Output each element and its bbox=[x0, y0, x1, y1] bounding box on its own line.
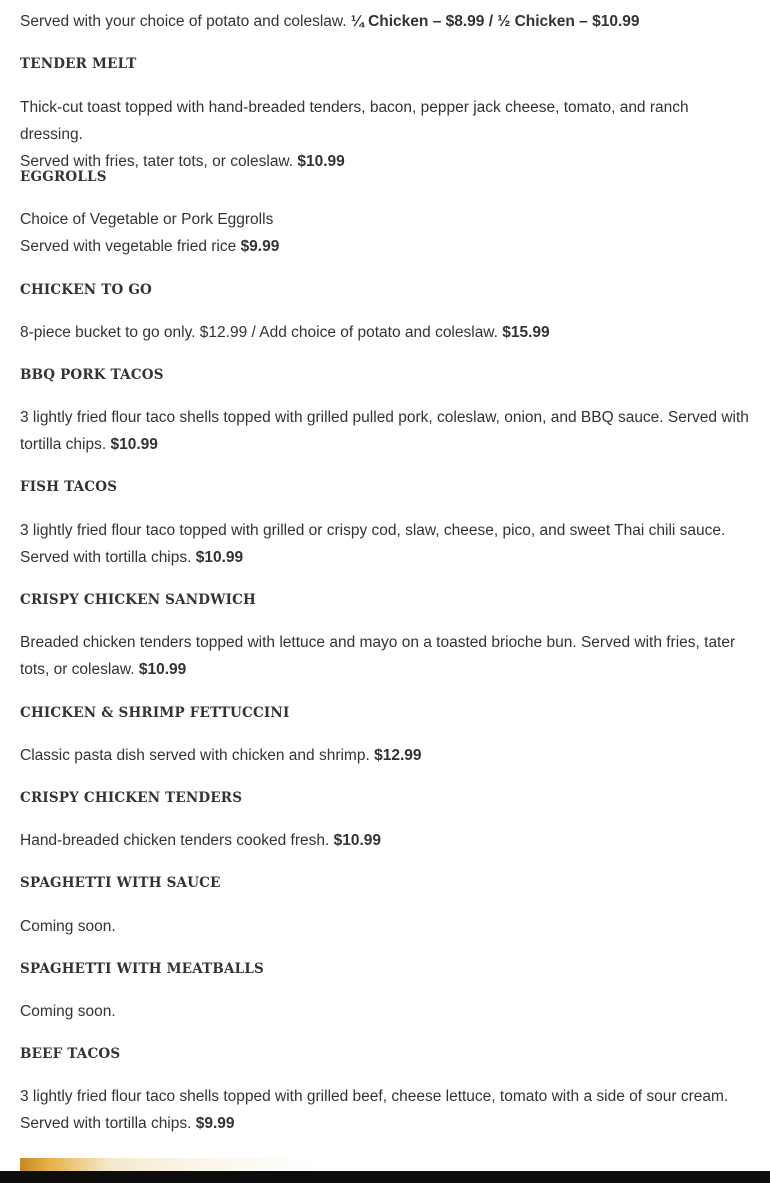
description-line: tots, or coleslaw. bbox=[20, 661, 139, 678]
item-title: CHICKEN & SHRIMP FETTUCCINI bbox=[20, 705, 290, 721]
bottom-bar bbox=[0, 1171, 770, 1183]
item-price: $15.99 bbox=[502, 324, 550, 341]
menu-item-fish-tacos bbox=[20, 477, 755, 566]
description-line: Thick-cut toast topped with hand-breaded tenders, bacon, pepper jack cheese, tomato, and ranch dressing. bbox=[20, 99, 689, 143]
menu-item-crispy-chicken-tenders bbox=[20, 788, 755, 849]
item-description bbox=[20, 94, 755, 175]
menu-item-tender-melt bbox=[20, 54, 755, 170]
description-line: Served with vegetable fried rice bbox=[20, 238, 241, 255]
item-description bbox=[20, 742, 755, 769]
description-line: Served with tortilla chips. bbox=[20, 549, 196, 566]
menu-item-crispy-chicken-sandwich bbox=[20, 590, 755, 678]
menu-item-eggrolls bbox=[20, 167, 755, 255]
item-title: CHICKEN TO GO bbox=[20, 282, 153, 298]
item-description bbox=[20, 998, 755, 1025]
item-title: BBQ PORK TACOS bbox=[20, 367, 164, 383]
description-line: Breaded chicken tenders topped with lettuce and mayo on a toasted brioche bun. Served with fries, tater bbox=[20, 634, 736, 651]
item-price: $10.99 bbox=[110, 436, 158, 453]
item-price: $9.99 bbox=[240, 238, 280, 255]
description-line: tortilla chips. bbox=[20, 436, 111, 453]
menu-item-spaghetti-with-sauce bbox=[20, 873, 755, 935]
item-description bbox=[20, 827, 755, 854]
description-line: Served with fries, tater tots, or coleslaw. bbox=[20, 153, 298, 170]
item-description bbox=[20, 629, 755, 683]
item-description bbox=[20, 206, 755, 260]
menu-item-spaghetti-with-meatballs bbox=[20, 959, 755, 1020]
item-title: CRISPY CHICKEN SANDWICH bbox=[20, 592, 256, 608]
item-description bbox=[20, 1083, 755, 1137]
item-price: $10.99 bbox=[297, 153, 345, 170]
description-line: 3 lightly fried flour taco topped with grilled or crispy cod, slaw, cheese, pico, and sweet Thai chili sauce. bbox=[20, 522, 726, 539]
item-price: $10.99 bbox=[195, 549, 244, 566]
intro-price: ¼ Chicken – $8.99 / ½ Chicken – $10.99 bbox=[350, 13, 640, 30]
description-line: 8-piece bucket to go only. $12.99 / Add choice of potato and coleslaw. bbox=[20, 324, 503, 341]
item-description bbox=[20, 319, 755, 346]
intro-text: Served with your choice of potato and coleslaw. bbox=[20, 13, 351, 30]
food-photo bbox=[20, 1158, 320, 1172]
description-line: Hand-breaded chicken tenders cooked fresh. bbox=[20, 832, 334, 849]
item-title: SPAGHETTI WITH MEATBALLS bbox=[20, 961, 265, 977]
item-title: TENDER MELT bbox=[20, 56, 137, 72]
intro-description bbox=[20, 8, 640, 35]
item-description bbox=[20, 517, 755, 571]
menu-item-chicken-to-go bbox=[20, 280, 755, 341]
description-line: Classic pasta dish served with chicken and shrimp. bbox=[20, 747, 375, 764]
description-line: 3 lightly fried flour taco shells topped with grilled pulled pork, coleslaw, onion, and BBQ sauce. Served with bbox=[20, 409, 749, 426]
menu-item-beef-tacos bbox=[20, 1044, 755, 1132]
description-line: Coming soon. bbox=[20, 1003, 116, 1020]
item-price: $12.99 bbox=[374, 747, 422, 764]
menu-item-bbq-pork-tacos bbox=[20, 365, 755, 453]
menu-item-chicken-shrimp-fettuccini bbox=[20, 703, 755, 764]
description-line: Coming soon. bbox=[20, 918, 116, 935]
item-price: $10.99 bbox=[333, 832, 382, 849]
item-price: $10.99 bbox=[138, 661, 187, 678]
item-description bbox=[20, 404, 755, 458]
item-title: FISH TACOS bbox=[20, 479, 118, 495]
description-line: Served with tortilla chips. bbox=[20, 1115, 196, 1132]
item-title: SPAGHETTI WITH SAUCE bbox=[20, 875, 221, 891]
item-description bbox=[20, 913, 755, 940]
description-line: Choice of Vegetable or Pork Eggrolls bbox=[20, 211, 274, 228]
item-title: BEEF TACOS bbox=[20, 1046, 121, 1062]
item-title: EGGROLLS bbox=[20, 169, 107, 185]
item-price: $9.99 bbox=[195, 1115, 235, 1132]
description-line: 3 lightly fried flour taco shells topped with grilled beef, cheese lettuce, tomato with a side of sour cream. bbox=[20, 1088, 729, 1105]
item-title: CRISPY CHICKEN TENDERS bbox=[20, 790, 243, 806]
